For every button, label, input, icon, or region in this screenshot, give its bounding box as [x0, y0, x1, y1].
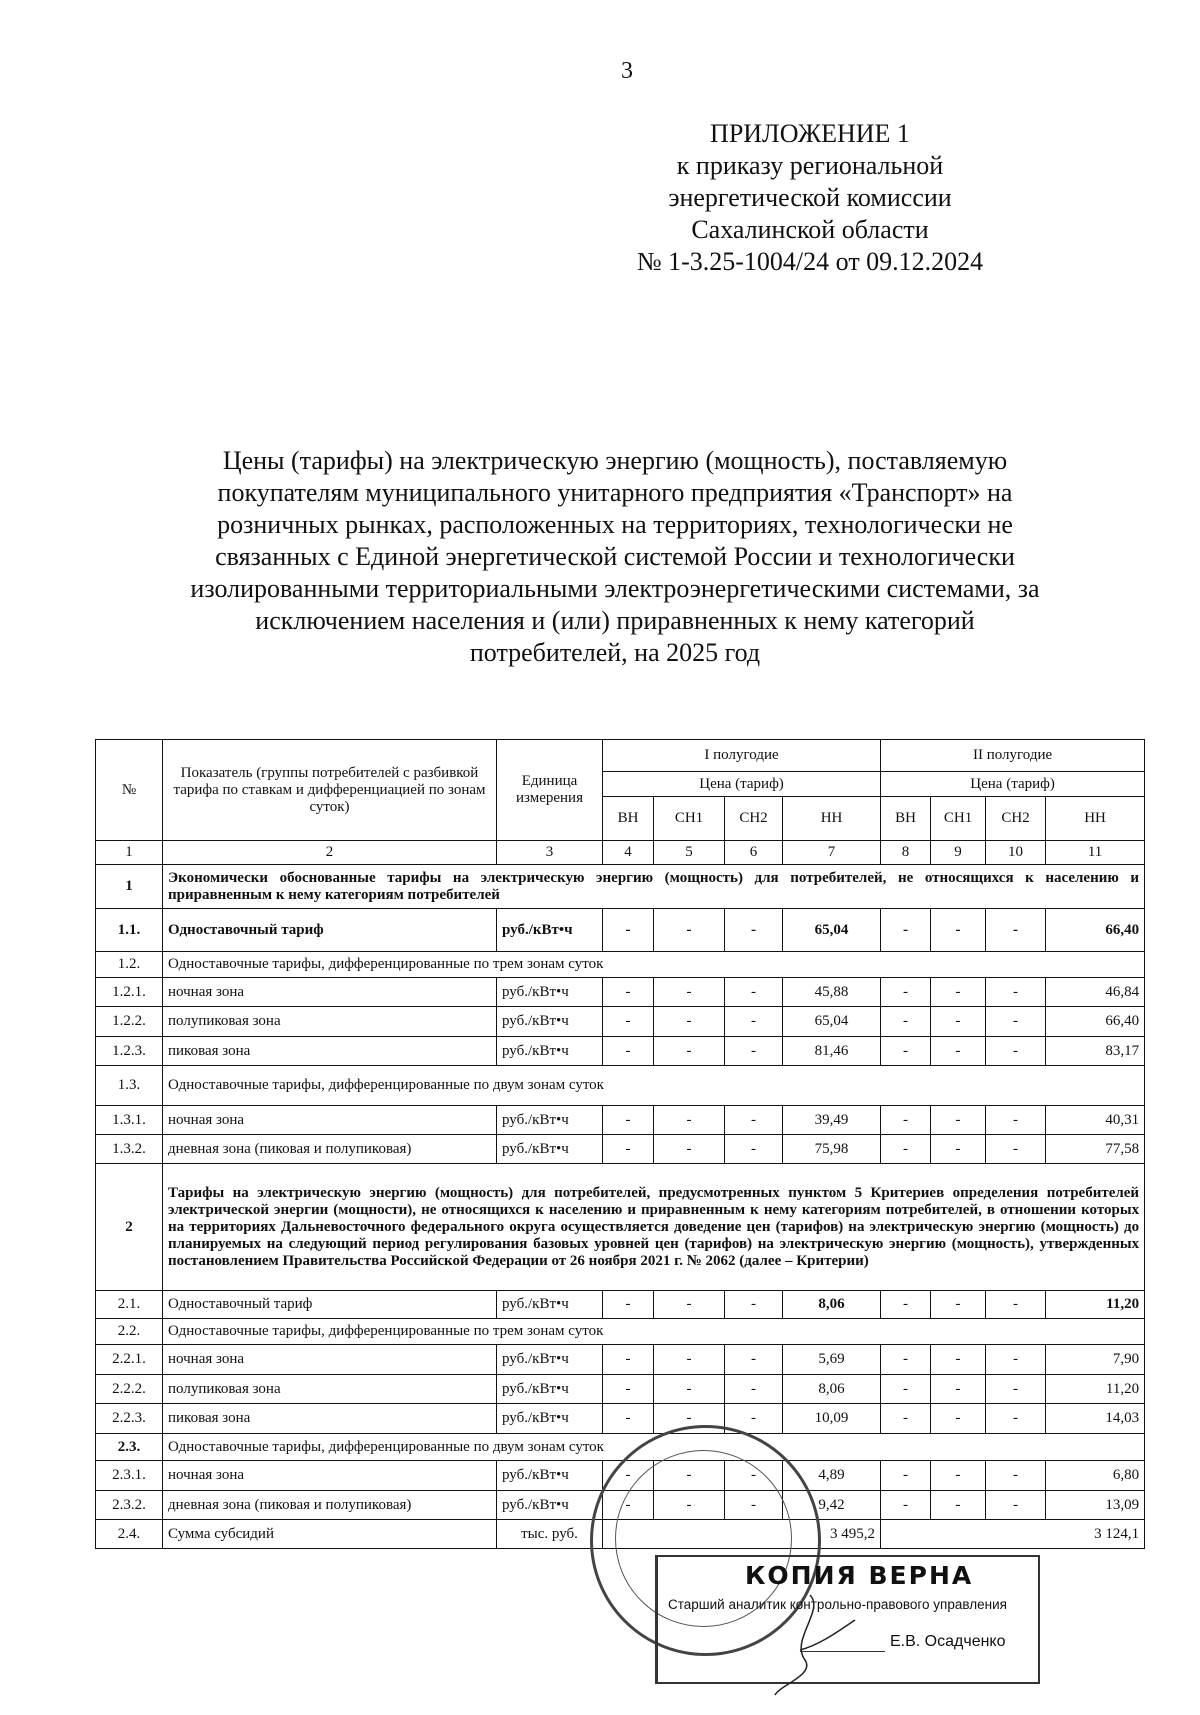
cell-value: -: [881, 1291, 931, 1319]
row-name: Сумма субсидий: [163, 1520, 497, 1549]
row-num: 2.2.3.: [96, 1404, 163, 1434]
col-number: 7: [783, 841, 881, 865]
subsection-title: Одноставочные тарифы, дифференцированные по трем зонам суток: [163, 1319, 1145, 1345]
cell-value: -: [986, 1461, 1046, 1491]
cell-value: -: [931, 1135, 986, 1164]
cell-value: -: [654, 1375, 725, 1404]
row-num: 2.2.1.: [96, 1345, 163, 1375]
cell-value: 5,69: [783, 1345, 881, 1375]
cell-value: -: [603, 1461, 654, 1491]
tariff-table: [95, 739, 1145, 1549]
row-num: 2.2.: [96, 1319, 163, 1345]
cell-value: 40,31: [1046, 1106, 1145, 1135]
cell-value: -: [603, 909, 654, 952]
row-name: Одноставочный тариф: [163, 909, 497, 952]
cell-value: 83,17: [1046, 1037, 1145, 1066]
cell-value: -: [603, 1291, 654, 1319]
cell-value: -: [725, 1404, 783, 1434]
cell-value: -: [725, 1135, 783, 1164]
row-name: ночная зона: [163, 978, 497, 1007]
cell-value: 4,89: [783, 1461, 881, 1491]
row-name: полупиковая зона: [163, 1375, 497, 1404]
cell-value: 8,06: [783, 1375, 881, 1404]
cell-value: -: [603, 1007, 654, 1037]
row-num: 2.3.1.: [96, 1461, 163, 1491]
cell-value: 11,20: [1046, 1291, 1145, 1319]
row-name: дневная зона (пиковая и полупиковая): [163, 1135, 497, 1164]
handwritten-signature: [770, 1590, 860, 1700]
col-number: 3: [497, 841, 603, 865]
cell-value: -: [986, 1375, 1046, 1404]
cell-value: -: [986, 1106, 1046, 1135]
cell-value: -: [725, 909, 783, 952]
subsection-row: [96, 952, 1145, 978]
row-num: 2.2.2.: [96, 1375, 163, 1404]
cell-value: -: [603, 1491, 654, 1520]
cell-value: -: [603, 1037, 654, 1066]
header-level: СН2: [725, 797, 783, 841]
cell-value: 6,80: [1046, 1461, 1145, 1491]
table-row: [96, 1375, 1145, 1404]
section-row: [96, 1164, 1145, 1291]
col-number: 5: [654, 841, 725, 865]
row-unit: руб./кВт•ч: [497, 1037, 603, 1066]
cell-value: 65,04: [783, 909, 881, 952]
cell-value: -: [931, 1461, 986, 1491]
table-row: [96, 1007, 1145, 1037]
header-level: НН: [783, 797, 881, 841]
subsidy-half1: 3 495,2: [603, 1520, 881, 1549]
title-line: связанных с Единой энергетической системой России и технологически: [215, 542, 1015, 571]
cell-value: 66,40: [1046, 1007, 1145, 1037]
row-unit: тыс. руб.: [497, 1520, 603, 1549]
cell-value: -: [881, 1404, 931, 1434]
cell-value: -: [881, 978, 931, 1007]
row-name: пиковая зона: [163, 1037, 497, 1066]
title-line: Цены (тарифы) на электрическую энергию (мощность), поставляемую: [222, 446, 1008, 475]
cell-value: -: [986, 1135, 1046, 1164]
table-row: [96, 978, 1145, 1007]
subsection-row: [96, 1319, 1145, 1345]
row-unit: руб./кВт•ч: [497, 1375, 603, 1404]
cell-value: -: [725, 1007, 783, 1037]
row-name: ночная зона: [163, 1461, 497, 1491]
cell-value: -: [654, 1135, 725, 1164]
cell-value: 46,84: [1046, 978, 1145, 1007]
cell-value: -: [931, 1404, 986, 1434]
cell-value: -: [986, 1404, 1046, 1434]
cell-value: -: [986, 1007, 1046, 1037]
cell-value: 10,09: [783, 1404, 881, 1434]
subsection-title: Одноставочные тарифы, дифференцированные по двум зонам суток: [163, 1066, 1145, 1106]
row-num: 1.1.: [96, 909, 163, 952]
cell-value: -: [931, 1375, 986, 1404]
row-unit: руб./кВт•ч: [497, 1135, 603, 1164]
header-price2: Цена (тариф): [881, 772, 1145, 797]
cell-value: 9,42: [783, 1491, 881, 1520]
cell-value: 75,98: [783, 1135, 881, 1164]
section-title: Экономически обоснованные тарифы на электрическую энергию (мощность) для потребителей, не относящихся к населению и приравненным к нему категориям потребителей: [163, 865, 1145, 909]
appendix-order-number: № 1-3.25-1004/24 от 09.12.2024: [636, 247, 984, 276]
row-name: ночная зона: [163, 1106, 497, 1135]
row-num: 1.3.2.: [96, 1135, 163, 1164]
cell-value: -: [603, 1375, 654, 1404]
cell-value: -: [986, 1037, 1046, 1066]
header-row: [96, 740, 1145, 772]
cell-value: -: [881, 1135, 931, 1164]
cell-value: -: [881, 1106, 931, 1135]
col-number: 10: [986, 841, 1046, 865]
cell-value: 11,20: [1046, 1375, 1145, 1404]
cell-value: -: [725, 1106, 783, 1135]
cell-value: 81,46: [783, 1037, 881, 1066]
cell-value: -: [654, 1106, 725, 1135]
table-row: [96, 1106, 1145, 1135]
cell-value: -: [931, 1491, 986, 1520]
cell-value: -: [725, 978, 783, 1007]
title-line: изолированными территориальными электроэнергетическими системами, за: [190, 574, 1040, 603]
cell-value: -: [603, 1345, 654, 1375]
subsection-title: Одноставочные тарифы, дифференцированные по трем зонам суток: [163, 952, 1145, 978]
col-number: 2: [163, 841, 497, 865]
cell-value: -: [654, 1404, 725, 1434]
cell-value: -: [881, 1007, 931, 1037]
row-unit: руб./кВт•ч: [497, 1291, 603, 1319]
row-unit: руб./кВт•ч: [497, 1345, 603, 1375]
cell-value: -: [654, 1491, 725, 1520]
subsection-title: Одноставочные тарифы, дифференцированные по двум зонам суток: [163, 1434, 1145, 1461]
cell-value: 8,06: [783, 1291, 881, 1319]
cell-value: -: [881, 1037, 931, 1066]
header-num: №: [96, 740, 163, 841]
header-level: СН2: [986, 797, 1046, 841]
cell-value: 7,90: [1046, 1345, 1145, 1375]
col-number: 4: [603, 841, 654, 865]
cell-value: -: [881, 1461, 931, 1491]
page-number: 3: [621, 58, 633, 84]
col-number: 9: [931, 841, 986, 865]
header-indicator: Показатель (группы потребителей с разбивкой тарифа по ставкам и дифференциацией по зонам суток): [163, 740, 497, 841]
col-number: 1: [96, 841, 163, 865]
cell-value: 14,03: [1046, 1404, 1145, 1434]
cell-value: -: [986, 909, 1046, 952]
cell-value: -: [986, 1291, 1046, 1319]
header-level: ВН: [603, 797, 654, 841]
cell-value: 13,09: [1046, 1491, 1145, 1520]
row-unit: руб./кВт•ч: [497, 978, 603, 1007]
section-title: Тарифы на электрическую энергию (мощность) для потребителей, предусмотренных пунктом 5 Критериев определения потребителей электрической энергии (мощности), не относящихся к населению и приравненным к нему категориям потребителей, в отношении которых на территориях Дальневосточного федерального округа осуществляется доведение цен (тарифов) на электрическую энергию (мощность) до планируемых на следующий период регулирования базовых уровней цен (тарифов) на электрическую энергию (мощность), утвержденных постановлением Правительства Российской Федерации от 26 ноября 2021 г. № 2062 (далее – Критерии): [163, 1164, 1145, 1291]
cell-value: -: [654, 1037, 725, 1066]
cell-value: -: [654, 978, 725, 1007]
subsection-row: [96, 1434, 1145, 1461]
cell-value: -: [931, 1345, 986, 1375]
cell-value: -: [603, 1135, 654, 1164]
cell-value: -: [654, 1291, 725, 1319]
row-name: Одноставочный тариф: [163, 1291, 497, 1319]
cell-value: -: [725, 1375, 783, 1404]
cell-value: -: [986, 1491, 1046, 1520]
cell-value: -: [654, 1007, 725, 1037]
row-num: 2.1.: [96, 1291, 163, 1319]
table-row: [96, 1404, 1145, 1434]
header-level: СН1: [654, 797, 725, 841]
cell-value: -: [931, 978, 986, 1007]
title-line: покупателям муниципального унитарного предприятия «Транспорт» на: [217, 478, 1013, 507]
row-num: 2.3.: [96, 1434, 163, 1461]
cell-value: -: [725, 1345, 783, 1375]
cell-value: -: [654, 909, 725, 952]
row-num: 1.2.3.: [96, 1037, 163, 1066]
header-level: ВН: [881, 797, 931, 841]
appendix-header: [560, 118, 1060, 278]
cell-value: 77,58: [1046, 1135, 1145, 1164]
appendix-line: к приказу региональной: [676, 151, 944, 180]
stamp-signer-name: Е.В. Осадченко: [890, 1633, 1006, 1650]
header-unit: Единица измерения: [497, 740, 603, 841]
row-unit: руб./кВт•ч: [497, 1404, 603, 1434]
header-half1: I полугодие: [603, 740, 881, 772]
cell-value: -: [881, 1375, 931, 1404]
row-num: 1.3.: [96, 1066, 163, 1106]
col-number: 8: [881, 841, 931, 865]
cell-value: -: [603, 978, 654, 1007]
cell-value: -: [725, 1461, 783, 1491]
table-row: [96, 1291, 1145, 1319]
cell-value: -: [654, 1461, 725, 1491]
header-level: СН1: [931, 797, 986, 841]
appendix-title: ПРИЛОЖЕНИЕ 1: [710, 119, 910, 148]
cell-value: -: [986, 1345, 1046, 1375]
subsidy-half2: 3 124,1: [881, 1520, 1145, 1549]
row-name: пиковая зона: [163, 1404, 497, 1434]
title-line: розничных рынках, расположенных на территориях, технологически не: [217, 510, 1013, 539]
row-unit: руб./кВт•ч: [497, 1007, 603, 1037]
cell-value: 39,49: [783, 1106, 881, 1135]
col-number: 6: [725, 841, 783, 865]
row-num: 1.2.2.: [96, 1007, 163, 1037]
table-row: [96, 909, 1145, 952]
cell-value: -: [931, 1291, 986, 1319]
cell-value: -: [931, 1007, 986, 1037]
cell-value: -: [654, 1345, 725, 1375]
cell-value: -: [881, 1345, 931, 1375]
appendix-line: Сахалинской области: [691, 215, 929, 244]
cell-value: -: [725, 1037, 783, 1066]
cell-value: -: [603, 1106, 654, 1135]
cell-value: 66,40: [1046, 909, 1145, 952]
section-row: [96, 865, 1145, 909]
subsection-row: [96, 1066, 1145, 1106]
cell-value: -: [931, 1037, 986, 1066]
cell-value: -: [931, 1106, 986, 1135]
title-line: потребителей, на 2025 год: [469, 638, 761, 667]
row-num: 1.2.: [96, 952, 163, 978]
stamp-title: КОПИЯ ВЕРНА: [745, 1561, 974, 1590]
cell-value: -: [931, 909, 986, 952]
row-num: 1.3.1.: [96, 1106, 163, 1135]
cell-value: -: [881, 909, 931, 952]
row-name: полупиковая зона: [163, 1007, 497, 1037]
row-unit: руб./кВт•ч: [497, 1491, 603, 1520]
cell-value: 45,88: [783, 978, 881, 1007]
cell-value: -: [603, 1404, 654, 1434]
header-level: НН: [1046, 797, 1145, 841]
row-unit: руб./кВт•ч: [497, 909, 603, 952]
title-line: исключением населения и (или) приравненных к нему категорий: [255, 606, 975, 635]
row-num: 2.3.2.: [96, 1491, 163, 1520]
table-row: [96, 1135, 1145, 1164]
section-num: 1: [96, 865, 163, 909]
row-unit: руб./кВт•ч: [497, 1461, 603, 1491]
header-price1: Цена (тариф): [603, 772, 881, 797]
row-name: дневная зона (пиковая и полупиковая): [163, 1491, 497, 1520]
table-row: [96, 1345, 1145, 1375]
stamp-position: Старший аналитик контрольно-правового управления: [668, 1597, 1007, 1612]
section-num: 2: [96, 1164, 163, 1291]
row-name: ночная зона: [163, 1345, 497, 1375]
document-title: [140, 445, 1090, 669]
cell-value: -: [725, 1291, 783, 1319]
header-half2: II полугодие: [881, 740, 1145, 772]
cell-value: -: [986, 978, 1046, 1007]
row-unit: руб./кВт•ч: [497, 1106, 603, 1135]
cell-value: -: [881, 1491, 931, 1520]
row-num: 2.4.: [96, 1520, 163, 1549]
row-num: 1.2.1.: [96, 978, 163, 1007]
cell-value: 65,04: [783, 1007, 881, 1037]
table-row: [96, 1037, 1145, 1066]
cell-value: -: [725, 1491, 783, 1520]
column-number-row: [96, 841, 1145, 865]
appendix-line: энергетической комиссии: [668, 183, 952, 212]
col-number: 11: [1046, 841, 1145, 865]
